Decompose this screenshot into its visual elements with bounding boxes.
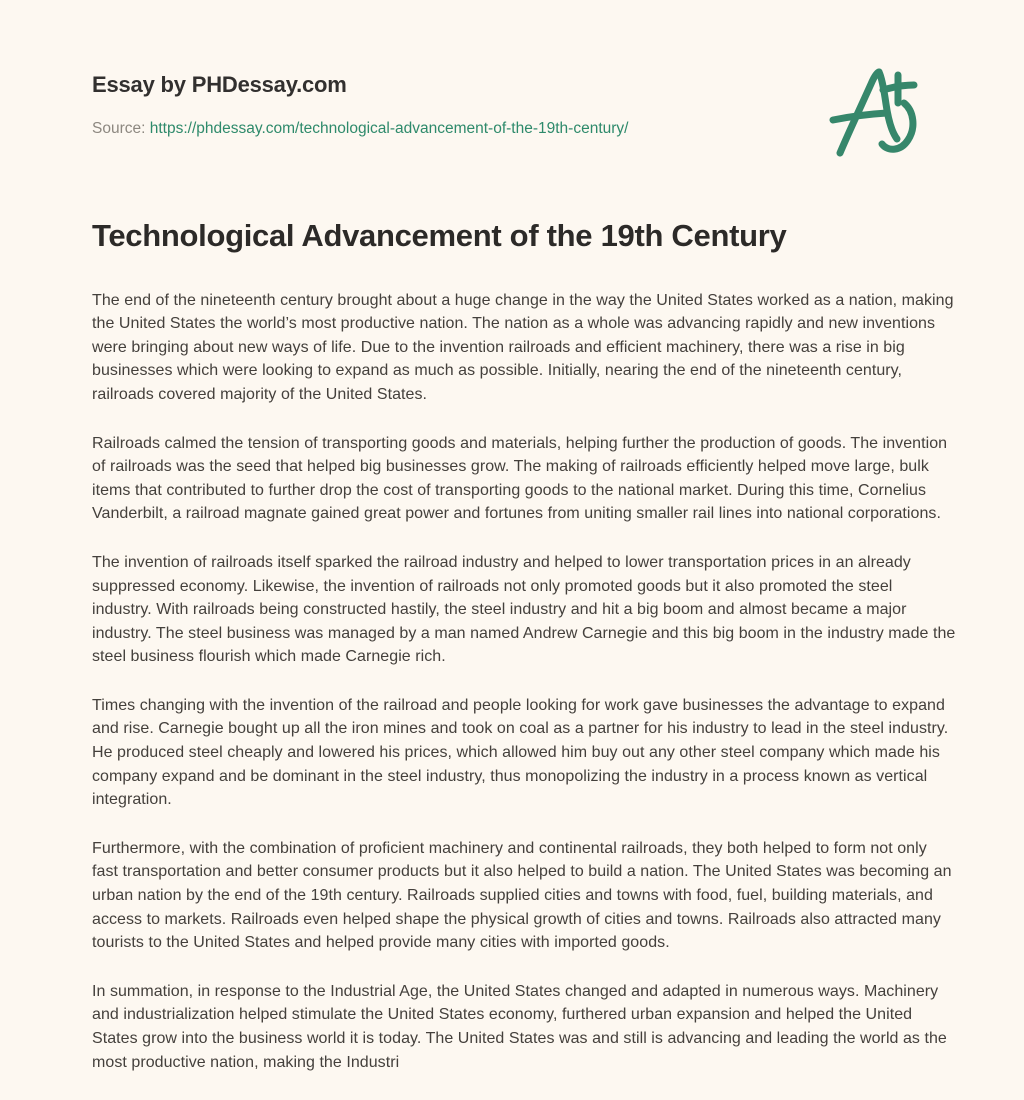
paragraph: Times changing with the invention of the railroad and people looking for work gave businesses the advantage to expand and rise. Carnegie bought up all the iron mines and took on coal as a partner for his industry to lead in the steel industry. He produced steel cheaply and lowered his prices, which allowed him buy out any other steel company which made his company expand and be dominant in the steel industry, thus monopolizing the industry in a process known as vertical integration. bbox=[92, 696, 949, 809]
article bbox=[92, 218, 956, 1074]
paragraph: In summation, in response to the Industrial Age, the United States changed and adapted in numerous ways. Machinery and industrialization helped stimulate the United States economy, furthered urban expansion and helped the United States grow into the business world it is today. The United States was and still is advancing and leading the world as the most productive nation, making the Industri bbox=[92, 982, 947, 1071]
source-line bbox=[92, 120, 628, 138]
brand-title: Essay by PHDessay.com bbox=[92, 72, 347, 97]
paragraph: Railroads calmed the tension of transporting goods and materials, helping further the production of goods. The invention of railroads was the seed that helped big businesses grow. The making of railroads efficiently helped move large, bulk items that contributed to further drop the cost of transporting goods to the national market. During this time, Cornelius Vanderbilt, a railroad magnate gained great power and fortunes from uniting smaller rail lines into national corporations. bbox=[92, 434, 948, 523]
paragraph: The invention of railroads itself sparked the railroad industry and helped to lower transportation prices in an already suppressed economy. Likewise, the invention of railroads not only promoted goods but it also promoted the steel industry. With railroads being constructed hastily, the steel industry and hit a big boom and almost became a major industry. The steel business was managed by a man named Andrew Carnegie and this big boom in the industry made the steel business flourish which made Carnegie rich. bbox=[92, 553, 956, 666]
source-label: Source: bbox=[92, 120, 146, 137]
paragraph: The end of the nineteenth century brought about a huge change in the way the United States worked as a nation, making the United States the world’s most productive nation. The nation as a whole was advancing rapidly and new inventions were bringing about new ways of life. Due to the invention railroads and efficient machinery, there was a rise in big businesses which were looking to expand as much as possible. Initially, nearing the end of the nineteenth century, railroads covered majority of the United States. bbox=[92, 291, 954, 403]
article-body bbox=[92, 289, 956, 1075]
source-url-link[interactable]: https://phdessay.com/technological-advancement-of-the-19th-century/ bbox=[149, 120, 629, 137]
paragraph: Furthermore, with the combination of proficient machinery and continental railroads, they both helped to form not only fast transportation and better consumer products but it also helped to build a nation. The United States was becoming an urban nation by the end of the 19th century. Railroads supplied cities and towns with food, fuel, building materials, and access to markets. Railroads even helped shape the physical growth of cities and towns. Railroads also attracted many tourists to the United States and helped provide many cities with imported goods. bbox=[92, 839, 952, 952]
aplus-logo-icon bbox=[818, 56, 930, 162]
page-header bbox=[0, 0, 1024, 180]
page-title: Technological Advancement of the 19th Century bbox=[92, 218, 787, 253]
